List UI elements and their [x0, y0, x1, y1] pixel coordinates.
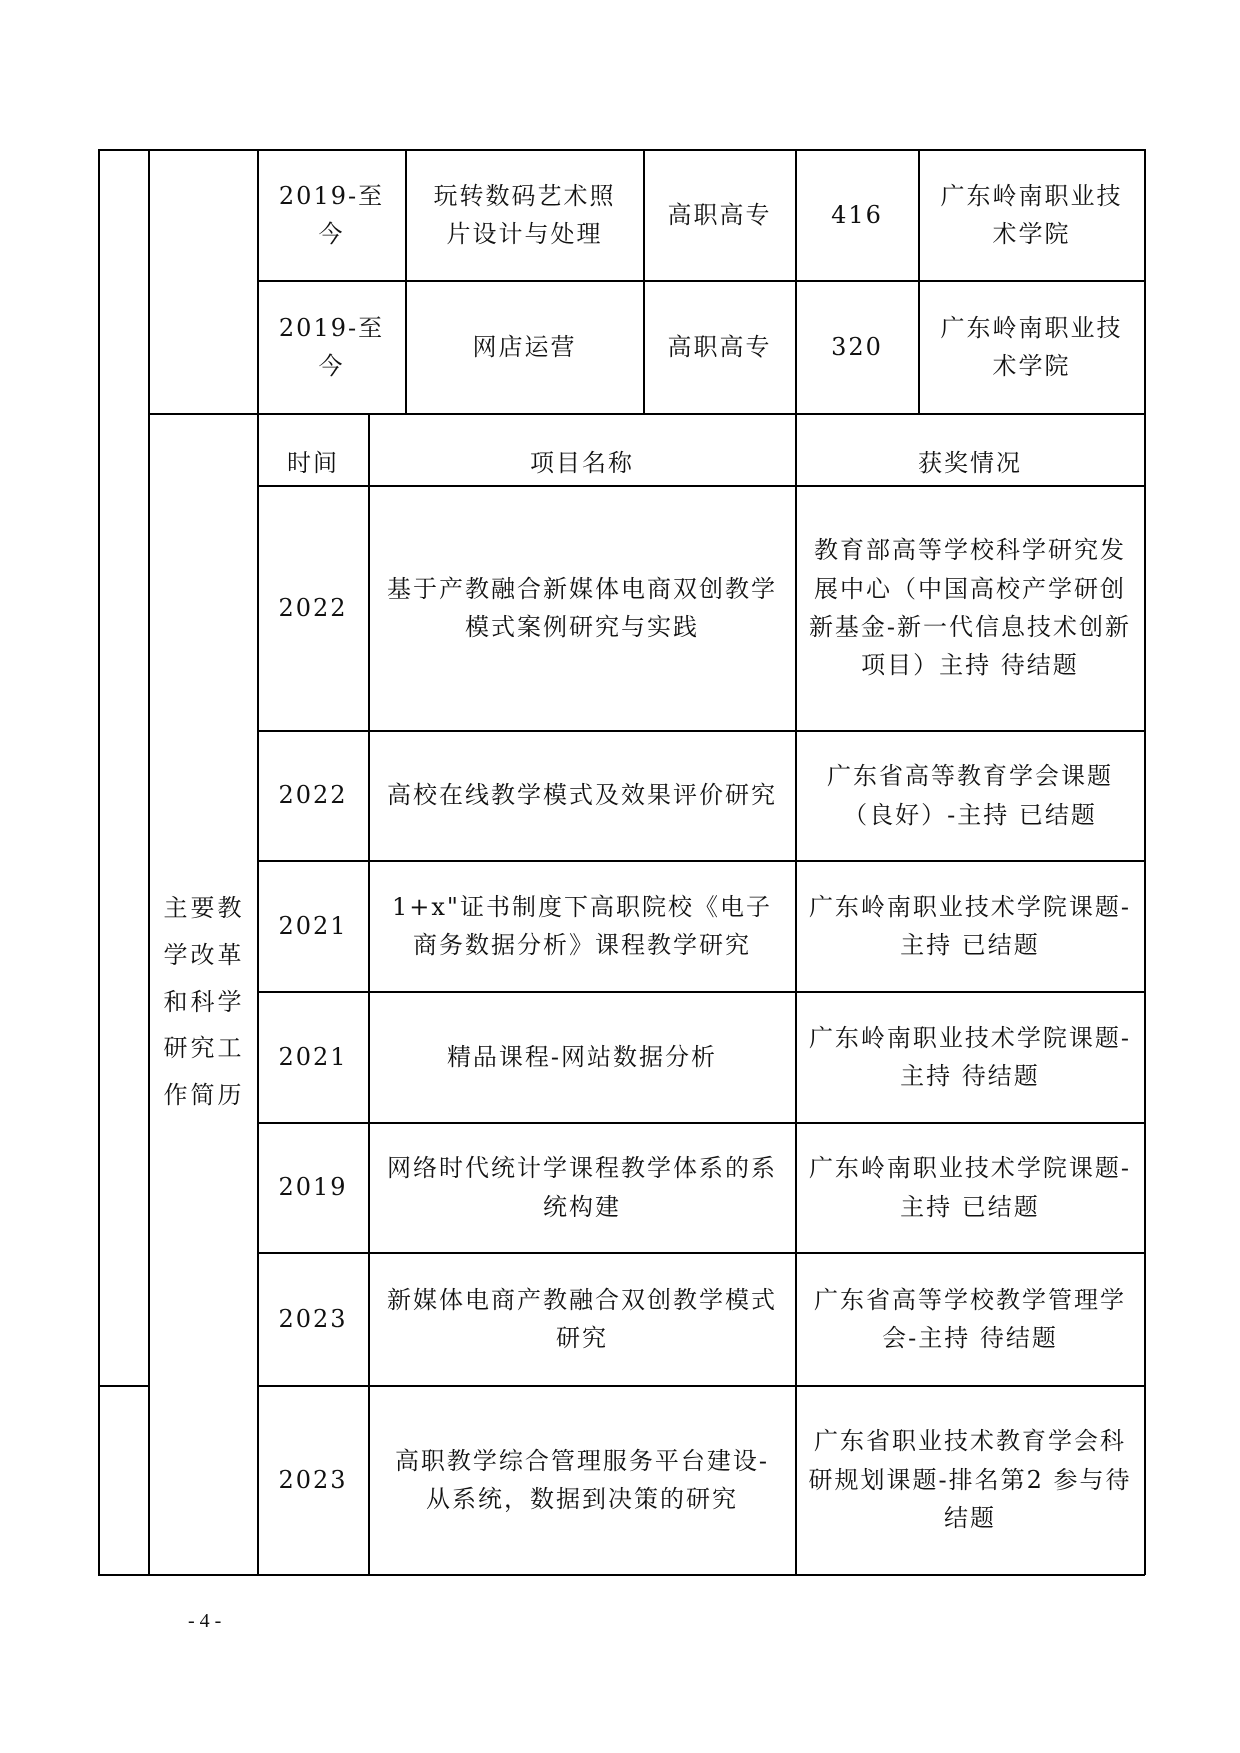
- project-year: 2019: [278, 1173, 348, 1202]
- project-name: 高职教学综合管理服务平台建设-从系统，数据到决策的研究: [394, 1446, 770, 1513]
- project-name: 基于产教融合新媒体电商双创教学模式案例研究与实践: [387, 574, 777, 641]
- course-period: 2019-至今: [278, 181, 385, 248]
- course-students: 416: [831, 200, 883, 229]
- header-time: 时间: [287, 448, 339, 477]
- project-award: 广东省高等教育学会课题（良好）-主持 已结题: [827, 762, 1113, 829]
- page-number: - 4 -: [188, 1610, 222, 1632]
- project-year: 2022: [278, 781, 348, 810]
- project-award: 广东岭南职业技术学院课题-主持 已结题: [808, 1154, 1132, 1221]
- course-level: 高职高专: [667, 200, 772, 229]
- project-award: 广东岭南职业技术学院课题-主持 待结题: [808, 1023, 1132, 1090]
- project-name: 网络时代统计学课程教学体系的系统构建: [387, 1154, 777, 1221]
- project-year: 2023: [278, 1465, 348, 1494]
- project-year: 2023: [278, 1304, 348, 1333]
- course-period: 2019-至今: [278, 313, 385, 380]
- course-students: 320: [831, 332, 883, 361]
- project-award: 广东省职业技术教育学会科研规划课题-排名第2 参与待结题: [808, 1427, 1132, 1533]
- project-name: 1+x"证书制度下高职院校《电子商务数据分析》课程教学研究: [392, 892, 772, 959]
- project-award: 教育部高等学校科学研究发展中心（中国高校产学研创新基金-新一代信息技术创新项目）主持 待结题: [808, 536, 1132, 680]
- project-year: 2022: [278, 593, 348, 622]
- project-year: 2021: [278, 911, 348, 940]
- course-school: 广东岭南职业技术学院: [940, 181, 1123, 248]
- project-name: 新媒体电商产教融合双创教学模式研究: [387, 1285, 777, 1352]
- project-award: 广东省高等学校教学管理学会-主持 待结题: [814, 1285, 1126, 1352]
- course-school: 广东岭南职业技术学院: [940, 313, 1123, 380]
- course-level: 高职高专: [667, 332, 772, 361]
- course-name: 网店运营: [472, 332, 577, 361]
- project-year: 2021: [278, 1042, 348, 1071]
- course-name: 玩转数码艺术照片设计与处理: [433, 181, 616, 248]
- header-project: 项目名称: [530, 448, 634, 477]
- project-award: 广东岭南职业技术学院课题-主持 已结题: [808, 892, 1132, 959]
- section-label: 主要教学改革和科学研究工作简历: [163, 894, 245, 1110]
- project-name: 精品课程-网站数据分析: [446, 1042, 718, 1071]
- project-name: 高校在线教学模式及效果评价研究: [387, 781, 777, 810]
- header-award: 获奖情况: [918, 448, 1022, 477]
